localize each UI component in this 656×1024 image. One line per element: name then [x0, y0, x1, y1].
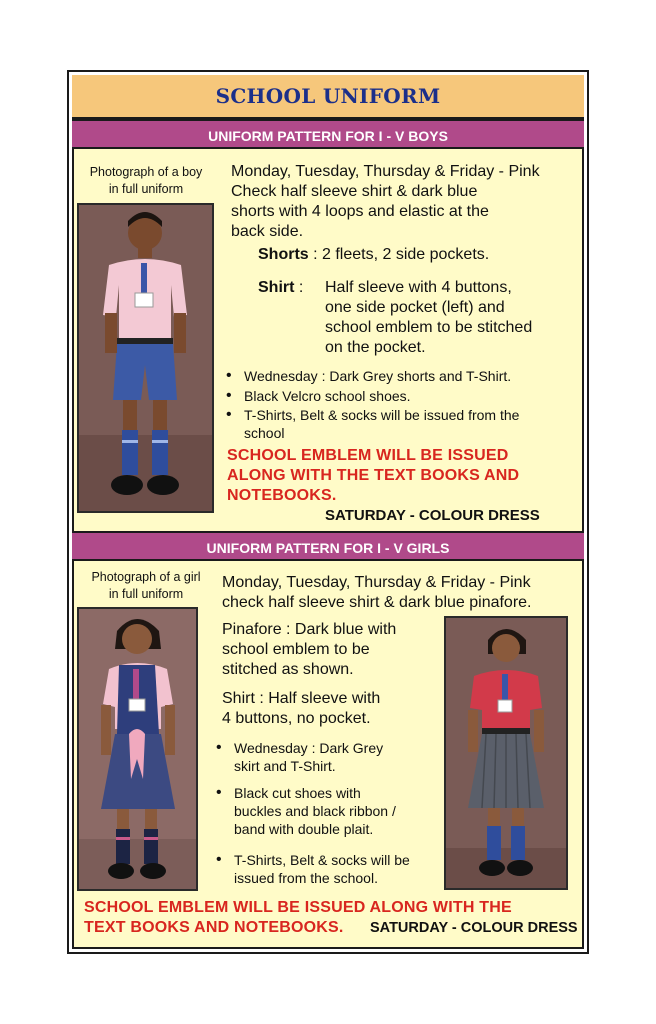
page-title: SCHOOL UNIFORM	[215, 84, 441, 108]
text-line: back side.	[231, 223, 304, 240]
text-line: stitched as shown.	[222, 661, 354, 678]
caption-line: Photograph of a girl	[91, 570, 201, 584]
text-line: check half sleeve shirt & dark blue pinafore.	[222, 594, 532, 611]
boys-shorts-line	[258, 245, 578, 265]
text-line: 4 buttons, no pocket.	[222, 710, 371, 727]
girls-bullet-issued	[216, 851, 456, 887]
boys-shirt-label-group	[258, 278, 318, 298]
boys-saturday-note: SATURDAY - COLOUR DRESS	[325, 507, 540, 524]
girls-bullet-wednesday	[216, 739, 456, 775]
text-line: ALONG WITH THE TEXT BOOKS AND	[227, 467, 520, 484]
boy-figure-illustration	[79, 205, 212, 511]
girls-pinafore	[222, 620, 437, 680]
text-line: school emblem to be	[222, 641, 370, 658]
girl-tshirt-figure-illustration	[446, 618, 566, 888]
shorts-text: : 2 fleets, 2 side pockets.	[313, 246, 490, 263]
text-line: • Wednesday : Dark Grey	[234, 740, 384, 756]
text-line: • Black cut shoes with	[234, 785, 361, 801]
shirt-label: Shirt	[258, 279, 295, 296]
text-line: Half sleeve with 4 buttons,	[325, 279, 512, 296]
text-line: shorts with 4 loops and elastic at the	[231, 203, 489, 220]
boys-bullet-shoes: • Black Velcro school shoes.	[226, 387, 594, 405]
text-line: Shirt : Half sleeve with	[222, 690, 381, 707]
text-line: on the pocket.	[325, 339, 426, 356]
boys-emblem-note	[227, 446, 582, 506]
boys-shirt-text	[325, 278, 580, 358]
text-line: Pinafore : Dark blue with	[222, 621, 397, 638]
text-line: school emblem to be stitched	[325, 319, 533, 336]
boys-photo-caption	[74, 164, 218, 198]
text-line: buckles and black ribbon /	[234, 803, 396, 819]
girls-shirt	[222, 689, 437, 729]
girls-section-header: UNIFORM PATTERN FOR I - V GIRLS	[72, 531, 584, 561]
boys-bullet-wednesday: • Wednesday : Dark Grey shorts and T-Shirt.	[226, 367, 594, 385]
text-line: one side pocket (left) and	[325, 299, 505, 316]
caption-line: in full uniform	[108, 587, 184, 601]
boys-intro	[231, 162, 581, 242]
girls-saturday-note: SATURDAY - COLOUR DRESS	[370, 920, 578, 936]
text-line: skirt and T-Shirt.	[234, 758, 336, 774]
text-line: TEXT BOOKS AND NOTEBOOKS.	[84, 919, 344, 936]
text-line: Monday, Tuesday, Thursday & Friday - Pink	[231, 163, 540, 180]
title-bar	[72, 75, 584, 119]
text-line: Monday, Tuesday, Thursday & Friday - Pink	[222, 574, 531, 591]
girl-uniform-photo	[77, 607, 198, 891]
text-line: school	[244, 425, 285, 441]
caption-line: Photograph of a boy	[89, 165, 203, 179]
text-line: • T-Shirts, Belt & socks will be	[234, 852, 410, 868]
text-line: NOTEBOOKS.	[227, 487, 337, 504]
shirt-colon: :	[298, 279, 304, 296]
boys-bullet-issued	[226, 406, 594, 442]
text-line: • T-Shirts, Belt & socks will be issued from the	[244, 407, 520, 423]
caption-line: in full uniform	[108, 182, 184, 196]
girls-bullet-shoes	[216, 784, 456, 838]
boys-section-header: UNIFORM PATTERN FOR I - V BOYS	[72, 119, 584, 149]
text-line: issued from the school.	[234, 870, 378, 886]
text-line: SCHOOL EMBLEM WILL BE ISSUED ALONG WITH THE	[84, 899, 512, 916]
girl-colour-uniform-photo	[444, 616, 568, 890]
text-line: band with double plait.	[234, 821, 374, 837]
text-line: Check half sleeve shirt & dark blue	[231, 183, 478, 200]
shorts-label: Shorts	[258, 246, 309, 263]
boy-uniform-photo	[77, 203, 214, 513]
text-line: SCHOOL EMBLEM WILL BE ISSUED	[227, 447, 509, 464]
girls-intro	[222, 573, 582, 613]
girls-photo-caption	[74, 569, 218, 603]
girl-figure-illustration	[79, 609, 196, 889]
